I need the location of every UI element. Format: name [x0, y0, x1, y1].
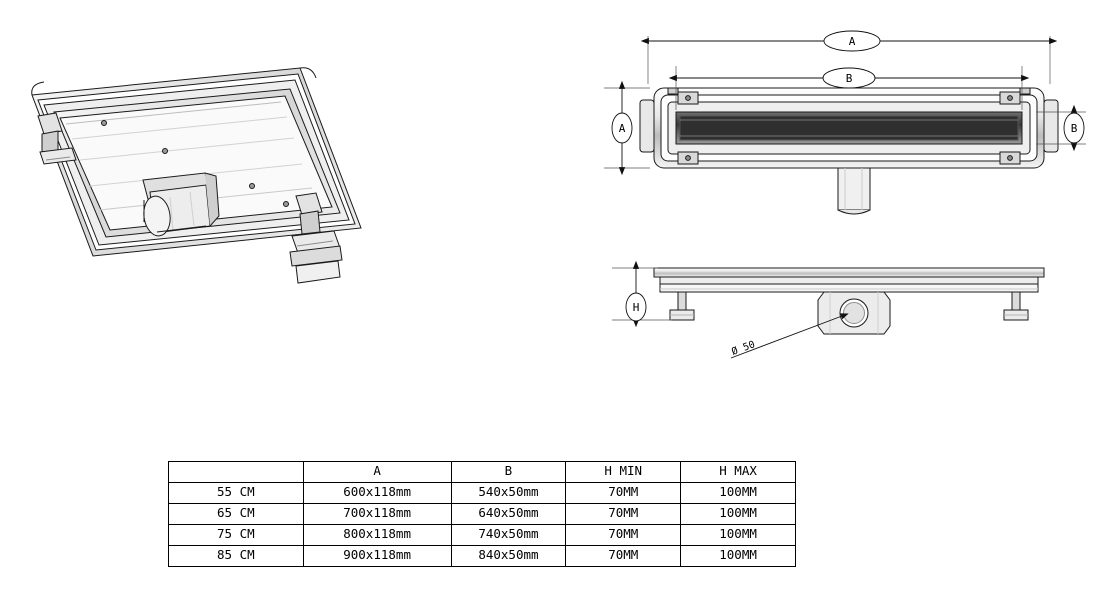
table-header-size [169, 462, 304, 483]
cell-size: 85 CM [169, 546, 304, 567]
table-header-hmin: H MIN [566, 462, 681, 483]
cell-size: 55 CM [169, 483, 304, 504]
callout-B-width: B [1070, 122, 1078, 135]
table-header-b: B [451, 462, 566, 483]
cell-size: 75 CM [169, 525, 304, 546]
front-outlet-housing [818, 292, 890, 334]
table-header-row [169, 462, 796, 483]
table-header-a: A [303, 462, 451, 483]
callout-outlet-diameter: Ø 50 [730, 339, 757, 358]
cell-hmax: 100MM [681, 504, 796, 525]
callout-H-height: H [632, 301, 640, 314]
top-view [604, 31, 1086, 214]
cell-b: 840x50mm [451, 546, 566, 567]
cell-a: 800x118mm [303, 525, 451, 546]
table-row [169, 525, 796, 546]
table-row [169, 483, 796, 504]
cell-hmax: 100MM [681, 546, 796, 567]
cell-size: 65 CM [169, 504, 304, 525]
cell-a: 900x118mm [303, 546, 451, 567]
cell-hmin: 70MM [566, 504, 681, 525]
cell-hmax: 100MM [681, 525, 796, 546]
cell-b: 740x50mm [451, 525, 566, 546]
cell-b: 640x50mm [451, 504, 566, 525]
cell-hmin: 70MM [566, 525, 681, 546]
table-row [169, 504, 796, 525]
callout-A-width: A [618, 122, 626, 135]
front-leg-left [670, 292, 694, 320]
isometric-view [32, 68, 361, 283]
cell-hmin: 70MM [566, 483, 681, 504]
front-leg-right [1004, 292, 1028, 320]
cell-a: 600x118mm [303, 483, 451, 504]
table-row [169, 546, 796, 567]
cell-b: 540x50mm [451, 483, 566, 504]
table-header-hmax: H MAX [681, 462, 796, 483]
callout-A-length: A [848, 35, 856, 48]
callout-B-length: B [845, 72, 853, 85]
cell-hmax: 100MM [681, 483, 796, 504]
specification-table [168, 461, 796, 567]
cell-hmin: 70MM [566, 546, 681, 567]
front-view [612, 268, 1044, 358]
cell-a: 700x118mm [303, 504, 451, 525]
